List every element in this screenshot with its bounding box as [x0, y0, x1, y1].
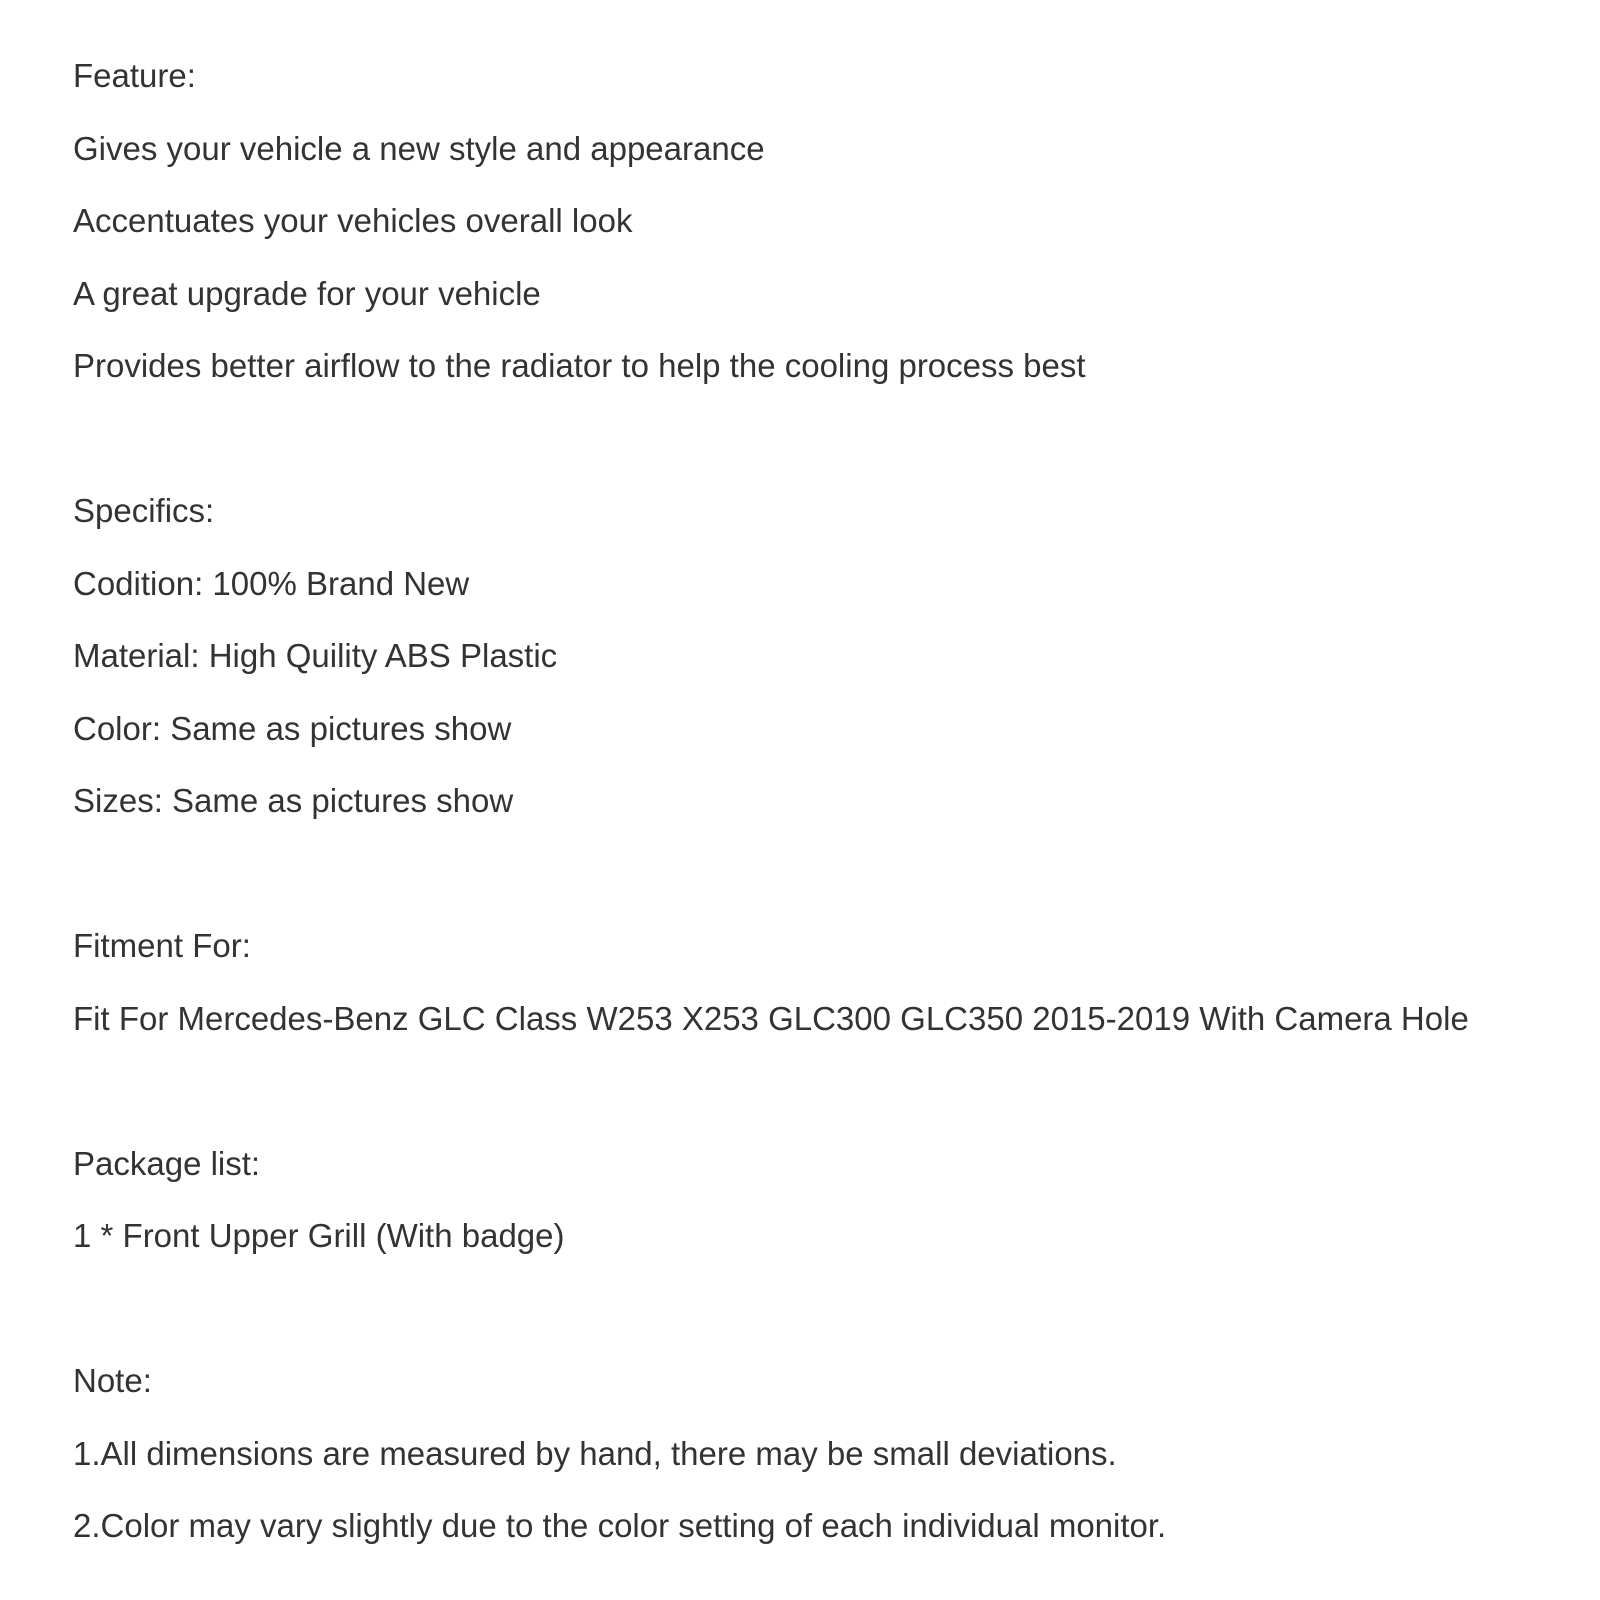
package-item: 1 * Front Upper Grill (With badge): [73, 1217, 565, 1254]
section-spacer: [73, 415, 1593, 488]
feature-heading: Feature:: [73, 57, 196, 94]
fitment-section: [73, 922, 1593, 1067]
feature-section: [73, 52, 1593, 415]
section-spacer: [73, 850, 1593, 923]
fitment-item: Fit For Mercedes-Benz GLC Class W253 X253 GLC300 GLC350 2015-2019 With Camera Hole: [73, 999, 1469, 1037]
package-section: [73, 1140, 1593, 1285]
specifics-item: Color: Same as pictures show: [73, 709, 512, 747]
fitment-heading: Fitment For:: [73, 927, 251, 964]
specifics-item: Sizes: Same as pictures show: [73, 782, 514, 819]
specifics-section: [73, 487, 1593, 850]
specifics-item: Codition: 100% Brand New: [73, 564, 470, 602]
note-heading: Note:: [73, 1362, 152, 1399]
product-description: [73, 52, 1593, 1575]
feature-item: Gives your vehicle a new style and appearance: [73, 129, 765, 167]
note-item: 2.Color may vary slightly due to the color setting of each individual monitor.: [73, 1507, 1167, 1544]
note-section: [73, 1357, 1593, 1575]
feature-item: A great upgrade for your vehicle: [73, 274, 541, 312]
specifics-heading: Specifics:: [73, 492, 215, 529]
section-spacer: [73, 1067, 1593, 1140]
package-heading: Package list:: [73, 1144, 261, 1182]
section-spacer: [73, 1285, 1593, 1358]
specifics-item: Material: High Quility ABS Plastic: [73, 637, 558, 674]
note-item: 1.All dimensions are measured by hand, there may be small deviations.: [73, 1434, 1117, 1472]
feature-item: Accentuates your vehicles overall look: [73, 202, 633, 239]
feature-item: Provides better airflow to the radiator to help the cooling process best: [73, 347, 1086, 384]
